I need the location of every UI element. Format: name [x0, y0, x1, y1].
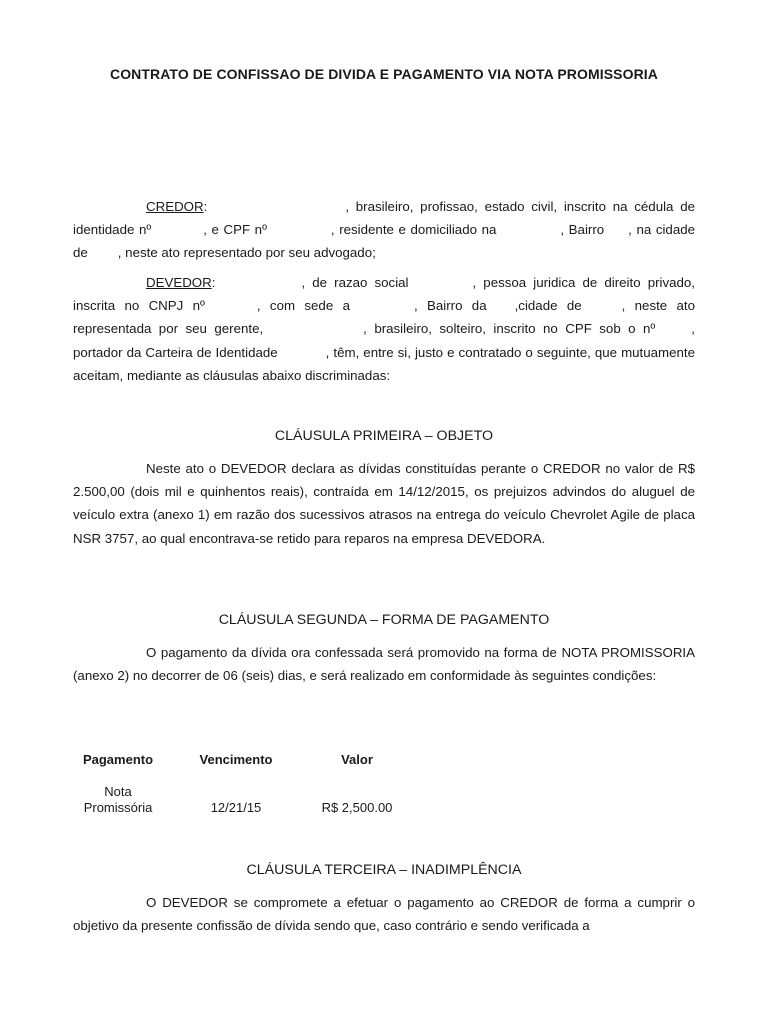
table-cell-vencimento: 12/21/15 — [210, 800, 262, 815]
credor-label: CREDOR — [146, 199, 204, 214]
clausula-terceira-text: O DEVEDOR se compromete a efetuar o pagamento ao CREDOR de forma a cumprir o objetivo da presente confissão de dívida sendo que, caso contrário e sendo verificada a — [73, 895, 695, 934]
document-title: CONTRATO DE CONFISSAO DE DIVIDA E PAGAMENTO VIA NOTA PROMISSORIA — [109, 66, 659, 82]
clausula-primeira-text: Neste ato o DEVEDOR declara as dívidas constituídas perante o CREDOR no valor de R$ 2.500,00 (dois mil e quinhentos reais), contraída em 14/12/2015, os prejuizos advindos do aluguel de veículo extra (anexo 1) em razão dos sucessivos atrasos na entrega do veículo Chevrolet Agile de placa NSR 3757, ao qual encontrava-se retido para reparos na empresa DEVEDORA. — [73, 461, 695, 546]
credor-paragraph: CREDOR: , brasileiro, profissao, estado civil, inscrito na cédula de identidade nº , e CPF nº , residente e domiciliado na , Bairro , na cidade de , neste ato representado por seu advogado; — [73, 199, 696, 261]
table-cell-pagamento: Nota Promissória — [83, 784, 153, 815]
table-cell-valor: R$ 2,500.00 — [321, 800, 393, 815]
table-header-valor: Valor — [341, 752, 373, 767]
table-header-pagamento: Pagamento — [82, 752, 154, 767]
devedor-label: DEVEDOR — [146, 275, 212, 290]
clausula-segunda-text: O pagamento da dívida ora confessada será promovido na forma de NOTA PROMISSORIA (anexo 2) no decorrer de 06 (seis) dias, e será realizado em conformidade às seguintes condições: — [73, 645, 695, 684]
clausula-terceira-heading: CLÁUSULA TERCEIRA – INADIMPLÊNCIA — [246, 862, 522, 878]
table-header-vencimento: Vencimento — [199, 752, 273, 767]
clausula-segunda-heading: CLÁUSULA SEGUNDA – FORMA DE PAGAMENTO — [218, 612, 550, 628]
devedor-paragraph: DEVEDOR: , de razao social , pessoa juridica de direito privado, inscrita no CNPJ nº , com sede a , Bairro da ,cidade de , neste ato representada por seu gerente, , brasileiro, solteiro, inscrito no CPF sob o nº , portador da Carteira de Identidade , têm, entre si, justo e contratado o seguinte, que mutuamente aceitam, mediante as cláusulas abaixo discriminadas: — [73, 275, 696, 383]
clausula-primeira-heading: CLÁUSULA PRIMEIRA – OBJETO — [274, 428, 494, 444]
